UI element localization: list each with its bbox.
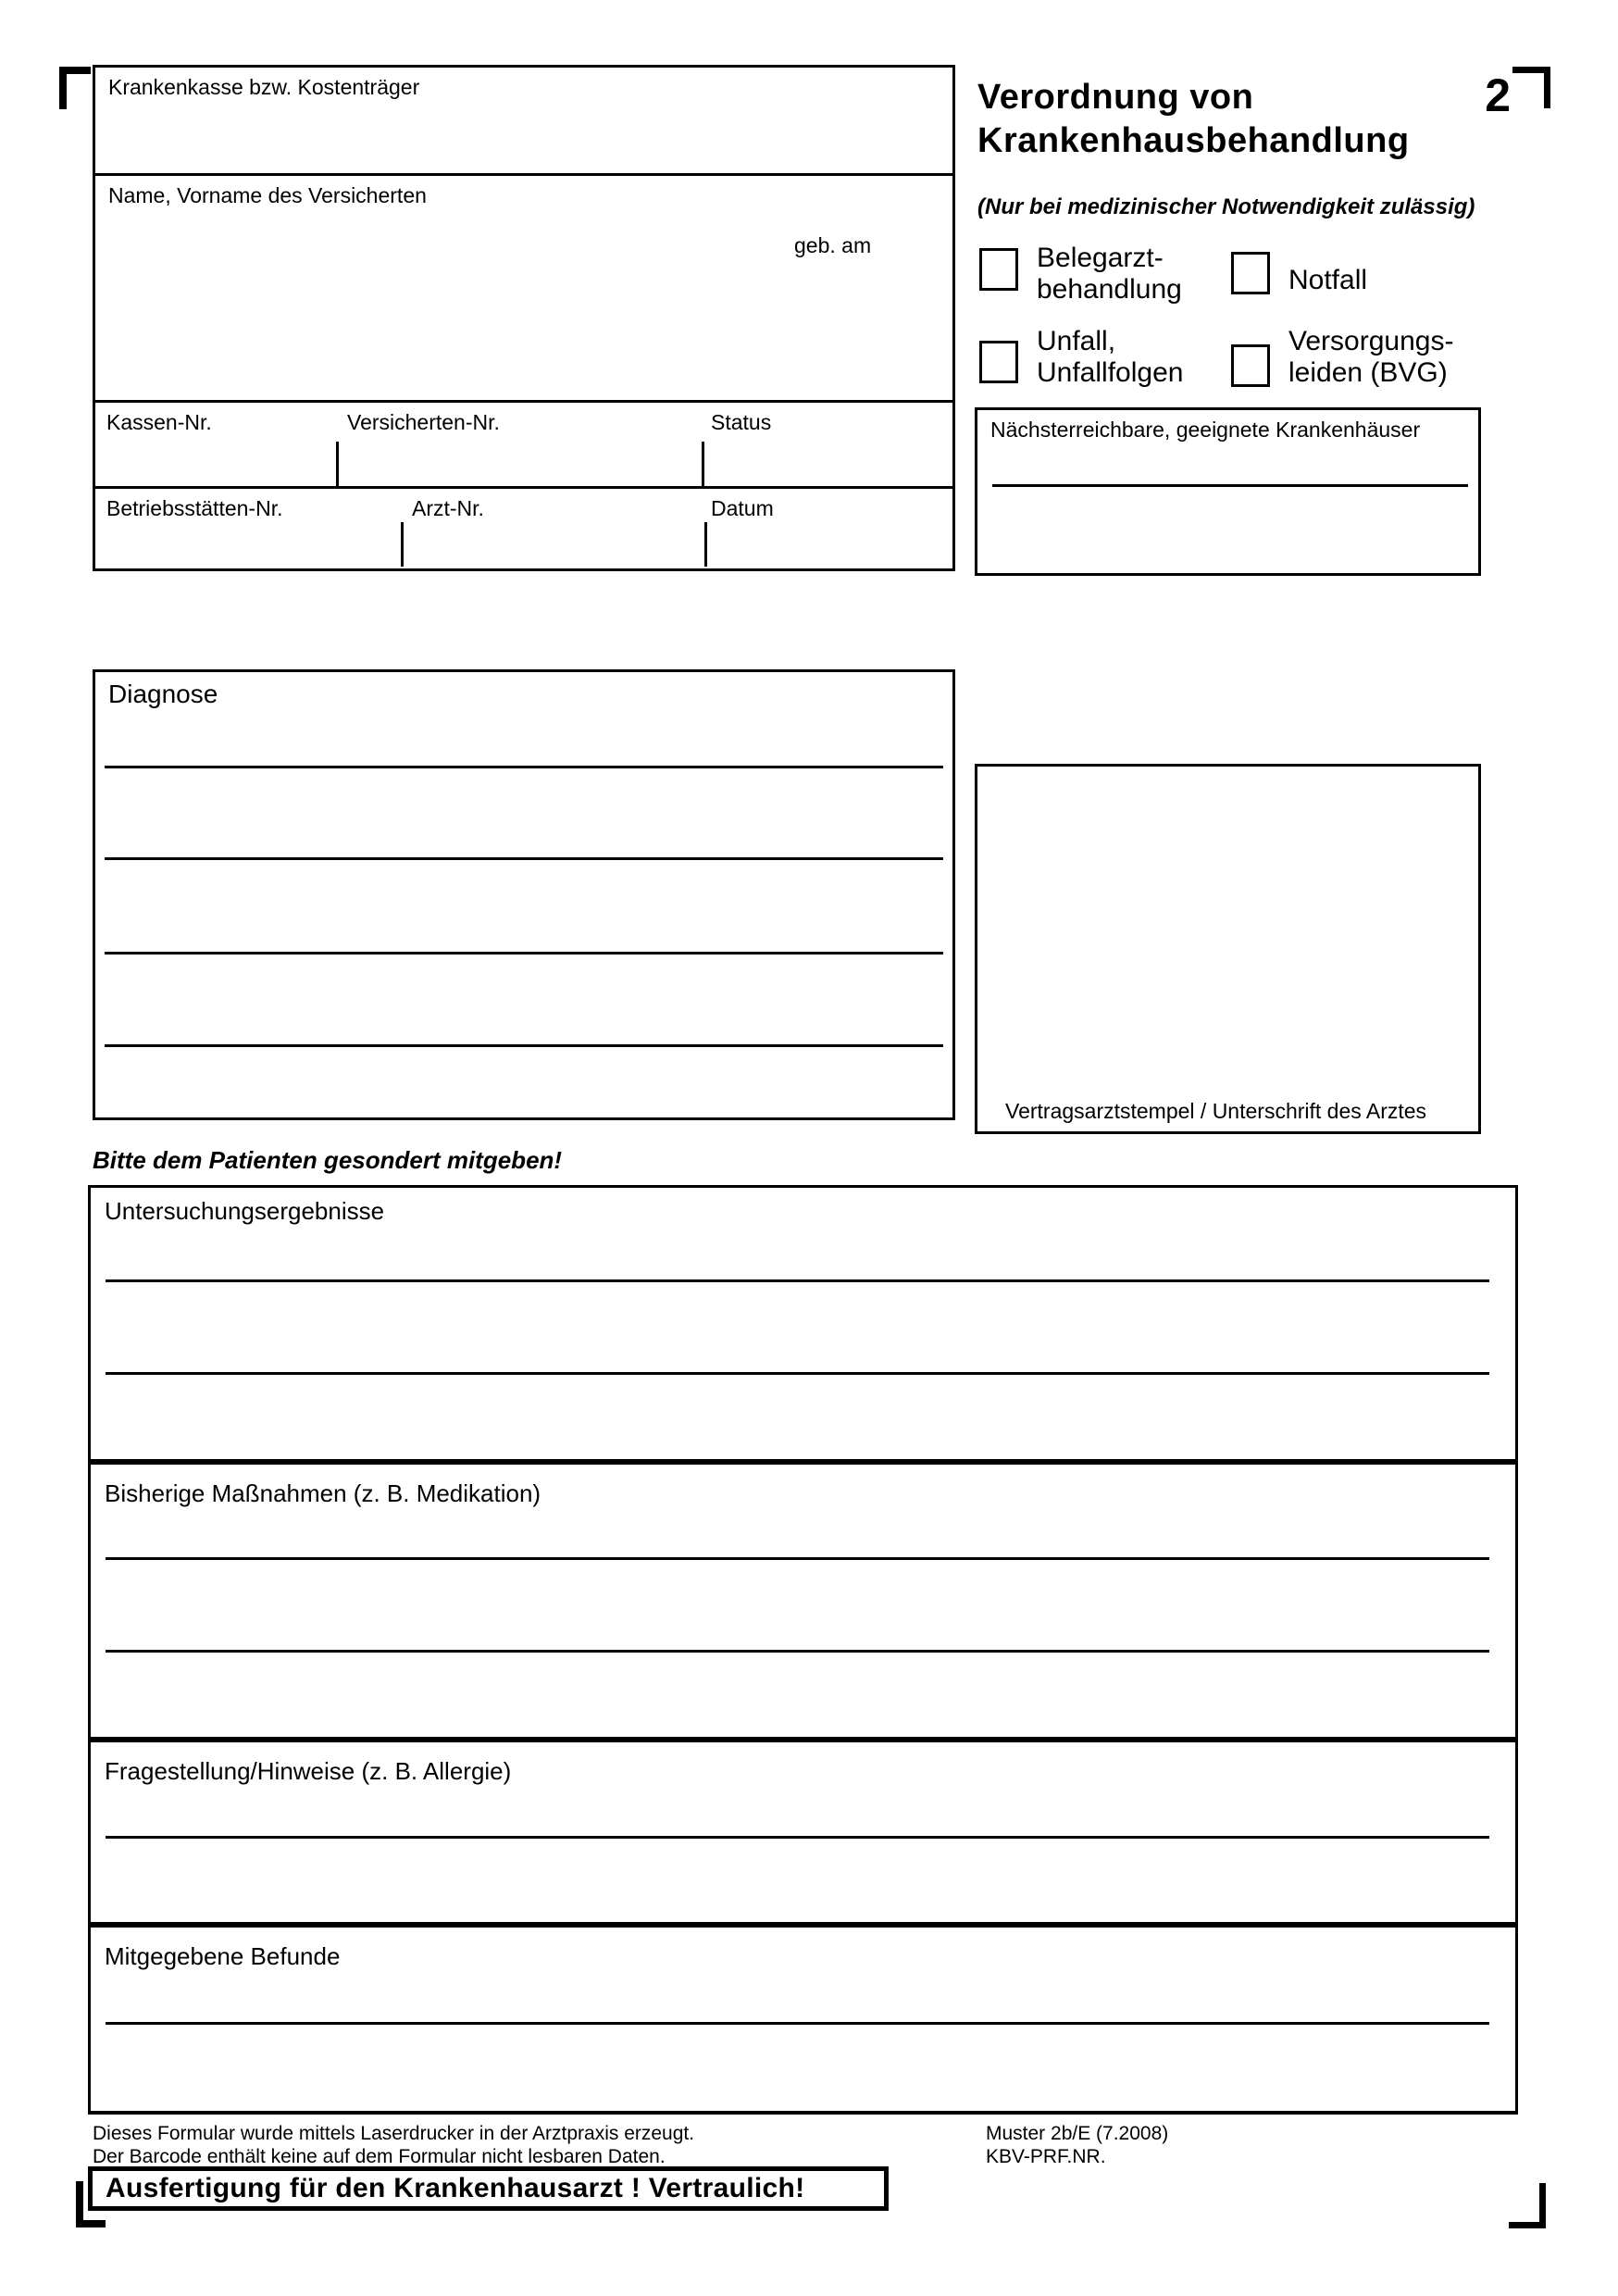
write-line[interactable] [106, 1279, 1489, 1282]
doctor-stamp-label: Vertragsarztstempel / Unterschrift des Arztes [1005, 1099, 1427, 1123]
section-label: Fragestellung/Hinweise (z. B. Allergie) [105, 1757, 512, 1785]
payer-label: Krankenkasse bzw. Kostenträger [108, 75, 420, 99]
diagnosis-write-line[interactable] [105, 1044, 943, 1047]
patient-note: Bitte dem Patienten gesondert mitgeben! [93, 1146, 563, 1174]
column-separator-tick [702, 442, 704, 486]
checkbox-notfall[interactable] [1231, 252, 1270, 294]
patient-name-field[interactable] [95, 176, 952, 403]
label-line: Versorgungs- [1288, 326, 1454, 356]
form-subtitle: (Nur bei medizinischer Notwendigkeit zulässig) [977, 194, 1475, 219]
doctor-stamp-field[interactable] [975, 764, 1481, 1134]
footer-kbv-prf-nr: KBV-PRF.NR. [986, 2146, 1106, 2167]
checkbox-versorgungsleiden-label [1288, 326, 1453, 389]
crop-mark-bottom-right-icon [1509, 2183, 1546, 2228]
checkbox-unfall-label [1037, 326, 1183, 389]
form-title [977, 76, 1410, 163]
section-mitgegebene-befunde[interactable] [91, 1933, 1515, 2111]
column-separator-tick [336, 442, 339, 486]
footer-left-line1: Dieses Formular wurde mittels Laserdrucker in der Arztpraxis erzeugt. [93, 2123, 695, 2144]
write-line[interactable] [106, 1557, 1489, 1560]
crop-mark-top-right-icon [1512, 67, 1550, 108]
checkbox-versorgungsleiden[interactable] [1231, 344, 1270, 387]
insurance-box [93, 65, 955, 571]
diagnosis-write-line[interactable] [105, 857, 943, 860]
section-bisherige-massnahmen[interactable] [91, 1470, 1515, 1742]
doctor-numbers-row[interactable] [95, 489, 952, 568]
column-separator-tick [704, 522, 707, 567]
section-untersuchungsergebnisse[interactable] [91, 1188, 1515, 1465]
hospitals-field[interactable] [975, 407, 1481, 576]
section-label: Untersuchungsergebnisse [105, 1197, 385, 1225]
insurance-numbers-row[interactable] [95, 403, 952, 489]
confidential-box [88, 2166, 889, 2211]
diagnosis-label: Diagnose [108, 680, 218, 708]
label-line: behandlung [1037, 274, 1182, 305]
crop-mark-top-left-icon [59, 67, 91, 109]
diagnosis-write-line[interactable] [105, 952, 943, 955]
hospitals-label: Nächsterreichbare, geeignete Krankenhäuser [990, 418, 1421, 442]
section-fragestellung-hinweise[interactable] [91, 1748, 1515, 1928]
write-line[interactable] [106, 2022, 1489, 2025]
form-title-line2: Krankenhausbehandlung [977, 121, 1410, 160]
kassen-nr-label: Kassen-Nr. [106, 410, 212, 434]
patient-name-label: Name, Vorname des Versicherten [108, 183, 427, 207]
section-label: Mitgegebene Befunde [105, 1942, 341, 1970]
checkbox-notfall-label: Notfall [1288, 265, 1368, 295]
label-line: Unfallfolgen [1037, 357, 1184, 388]
label-line: Unfall, [1037, 326, 1116, 356]
checkbox-belegarztbehandlung-label [1037, 243, 1182, 306]
footer-left-line2: Der Barcode enthält keine auf dem Formular nicht lesbaren Daten. [93, 2146, 666, 2167]
betriebsstaetten-nr-label: Betriebsstätten-Nr. [106, 496, 283, 520]
section-label: Bisherige Maßnahmen (z. B. Medikation) [105, 1479, 541, 1507]
checkbox-unfall[interactable] [979, 341, 1018, 383]
write-line[interactable] [106, 1650, 1489, 1653]
write-line[interactable] [106, 1836, 1489, 1839]
hospitals-write-line[interactable] [992, 484, 1468, 487]
dob-label: geb. am [794, 233, 872, 257]
column-separator-tick [401, 522, 404, 567]
footer-muster-id: Muster 2b/E (7.2008) [986, 2123, 1169, 2144]
footer-left [93, 2122, 694, 2168]
confidential-text: Ausfertigung für den Krankenhausarzt ! Vertraulich! [106, 2173, 805, 2203]
payer-field[interactable] [95, 68, 952, 176]
arzt-nr-label: Arzt-Nr. [412, 496, 484, 520]
label-line: Belegarzt- [1037, 243, 1164, 273]
label-line: leiden (BVG) [1288, 357, 1448, 388]
versicherten-nr-label: Versicherten-Nr. [347, 410, 500, 434]
datum-label: Datum [711, 496, 774, 520]
status-label: Status [711, 410, 772, 434]
checkbox-belegarztbehandlung[interactable] [979, 248, 1018, 291]
findings-sections-box [88, 1185, 1518, 2115]
form-title-line1: Verordnung von [977, 78, 1254, 117]
page-number: 2 [1485, 69, 1511, 121]
write-line[interactable] [106, 1372, 1489, 1375]
diagnosis-field[interactable] [93, 669, 955, 1120]
footer-right [986, 2122, 1168, 2168]
diagnosis-write-line[interactable] [105, 766, 943, 768]
